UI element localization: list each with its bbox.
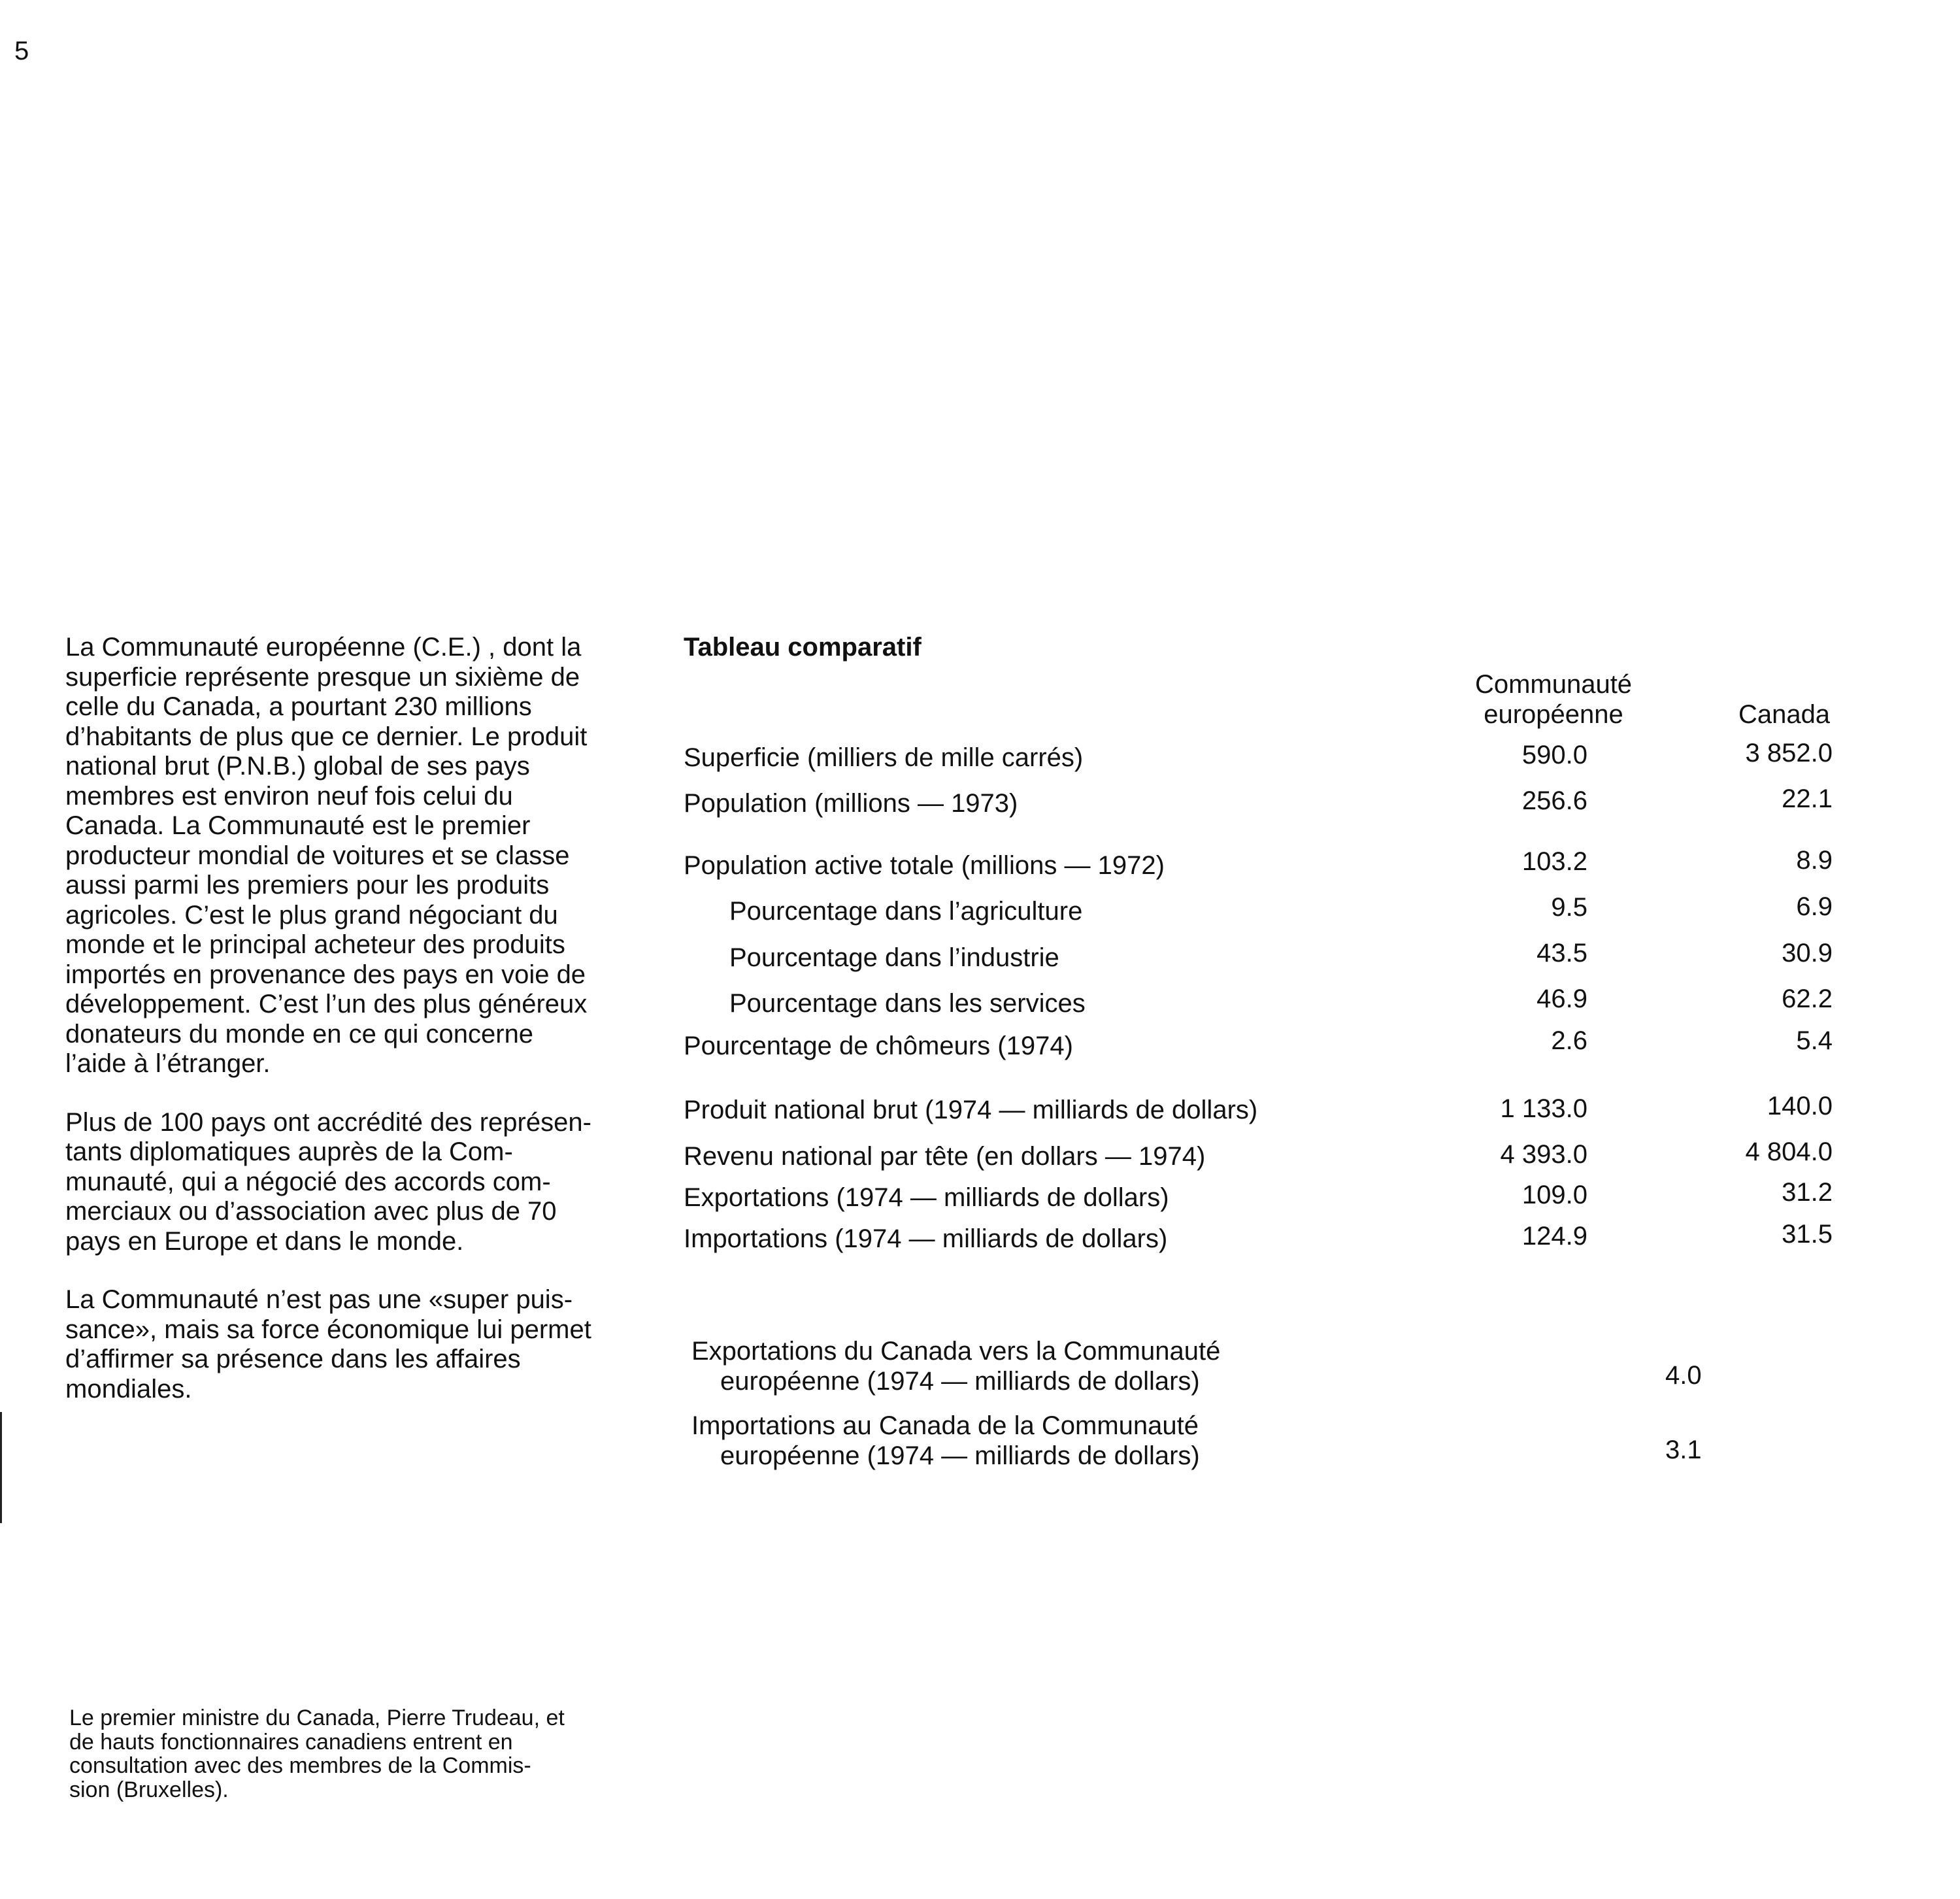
trade-imports-line-1: Importations au Canada de la Communauté [691, 1411, 1199, 1440]
row-label-agriculture: Pourcentage dans l’agriculture [729, 897, 1083, 926]
photo-caption: Le premier ministre du Canada, Pierre Trudeau, et de hauts fonctionnaires canadiens entrent en consultation avec des membres de la Commis- sion (Bruxelles). [69, 1706, 565, 1802]
trade-exports-line-1: Exportations du Canada vers la Communauté [691, 1337, 1221, 1366]
trade-exports-line-2: européenne (1974 — milliards de dollars) [720, 1367, 1200, 1396]
page-number: 5 [14, 37, 29, 65]
value-canada-population-active: 8.9 [1796, 846, 1833, 875]
value-canada-population: 22.1 [1782, 784, 1833, 813]
trade-imports-label [691, 1411, 1200, 1471]
row-label-population-active: Population active totale (millions — 1972) [684, 851, 1165, 880]
row-label-exportations: Exportations (1974 — milliards de dollars) [684, 1183, 1169, 1212]
value-canada-pnb: 140.0 [1767, 1092, 1833, 1120]
row-label-industrie: Pourcentage dans l’industrie [729, 943, 1059, 972]
trade-exports-value: 4.0 [1665, 1361, 1702, 1390]
column-header-canada: Canada [1738, 700, 1831, 729]
value-eu-services: 46.9 [1536, 984, 1587, 1013]
value-eu-superficie: 590.0 [1521, 741, 1587, 769]
table-title: Tableau comparatif [684, 633, 922, 662]
value-eu-revenu: 4 393.0 [1500, 1140, 1587, 1169]
row-label-population: Population (millions — 1973) [684, 789, 1018, 818]
trade-imports-value: 3.1 [1665, 1436, 1702, 1464]
value-canada-exportations: 31.2 [1782, 1178, 1833, 1207]
row-label-pnb: Produit national brut (1974 — milliards de dollars) [684, 1096, 1258, 1124]
value-canada-chomeurs: 5.4 [1796, 1026, 1833, 1055]
column-header-eu: Communauté européenne [1474, 670, 1633, 729]
row-label-importations: Importations (1974 — milliards de dollars) [684, 1224, 1168, 1253]
value-eu-importations: 124.9 [1521, 1222, 1587, 1251]
row-label-superficie: Superficie (milliers de mille carrés) [684, 743, 1084, 772]
body-text [65, 633, 654, 1433]
value-eu-agriculture: 9.5 [1551, 893, 1587, 922]
value-eu-population-active: 103.2 [1521, 847, 1587, 876]
value-canada-importations: 31.5 [1782, 1220, 1833, 1249]
body-paragraph-3: La Communauté n’est pas une «super puis- sance», mais sa force économique lui permet d’affirmer sa présence dans les affaires mondiales. [65, 1285, 591, 1403]
row-label-chomeurs: Pourcentage de chômeurs (1974) [684, 1032, 1073, 1060]
value-eu-industrie: 43.5 [1536, 939, 1587, 967]
body-paragraph-1: La Communauté européenne (C.E.) , dont la superficie représente presque un sixième de celle du Canada, a pourtant 230 millions d’habitants de plus que ce dernier. Le produit national brut (P.N.B.) global de ses pays membres est environ neuf fois celui du Canada. La Communauté est le premier producteur mondial de voitures et se classe aussi parmi les premiers pour les produits agricoles. C’est le plus grand négociant du monde et le principal acheteur des produits importés en provenance des pays en voie de développement. C’est l’un des plus généreux donateurs du monde en ce qui concerne l’aide à l’étranger. [65, 633, 588, 1078]
value-eu-exportations: 109.0 [1521, 1181, 1587, 1209]
value-eu-pnb: 1 133.0 [1500, 1094, 1587, 1123]
row-label-revenu: Revenu national par tête (en dollars — 1974) [684, 1142, 1206, 1171]
value-canada-services: 62.2 [1782, 984, 1833, 1013]
body-paragraph-2: Plus de 100 pays ont accrédité des représen- tants diplomatiques auprès de la Com- munauté, qui a négocié des accords com- merciaux ou d’association avec plus de 70 pays en Europe et dans le monde. [65, 1107, 591, 1256]
value-canada-superficie: 3 852.0 [1745, 739, 1833, 767]
value-canada-revenu: 4 804.0 [1745, 1137, 1833, 1166]
value-eu-population: 256.6 [1521, 786, 1587, 815]
trade-imports-line-2: européenne (1974 — milliards de dollars) [720, 1441, 1200, 1470]
scan-edge-mark [0, 1412, 2, 1523]
value-canada-industrie: 30.9 [1782, 939, 1833, 967]
value-canada-agriculture: 6.9 [1796, 892, 1833, 921]
row-label-services: Pourcentage dans les services [729, 989, 1086, 1018]
trade-exports-label [691, 1336, 1220, 1396]
value-eu-chomeurs: 2.6 [1551, 1026, 1587, 1055]
